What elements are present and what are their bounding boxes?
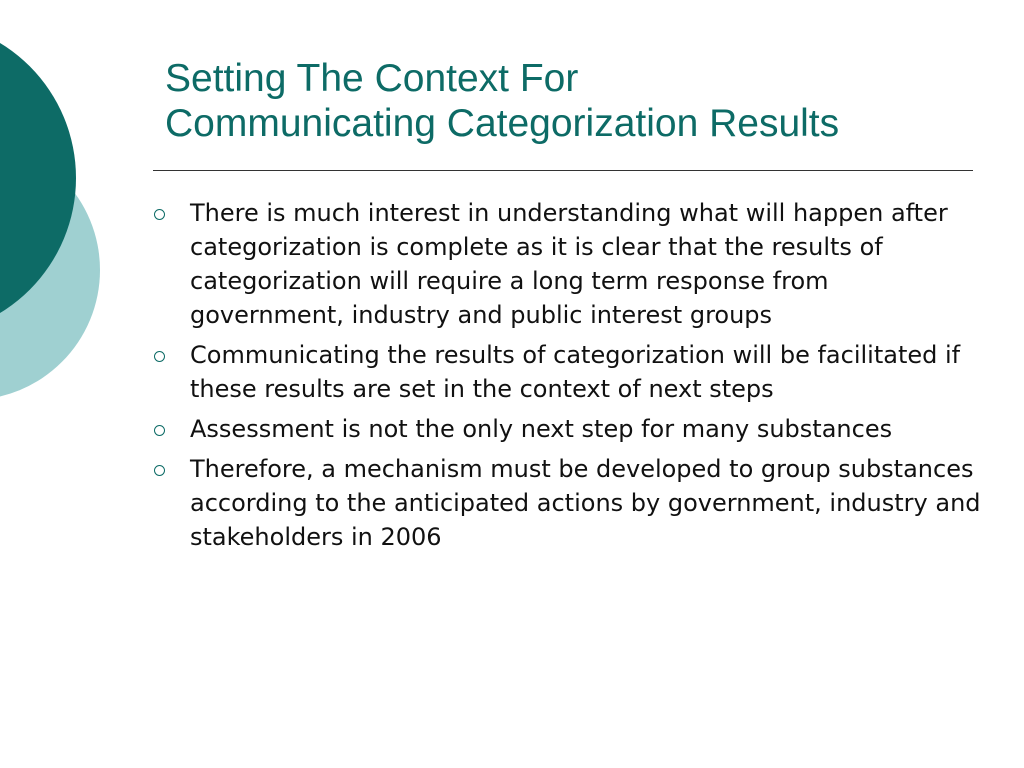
circle-bullet-icon <box>154 425 165 436</box>
circle-bullet-icon <box>154 209 165 220</box>
bullet-item <box>150 338 990 406</box>
bullet-text: Therefore, a mechanism must be developed to group substances according to the anticipated actions by government, industry and stakeholders in 2006 <box>190 455 981 551</box>
bullet-item <box>150 452 990 554</box>
bullet-list <box>150 196 990 560</box>
bullet-text: There is much interest in understanding what will happen after categorization is complete as it is clear that the results of categorization will require a long term response from government, industry and public interest groups <box>190 199 948 329</box>
slide-title-line-2: Communicating Categorization Results <box>165 102 840 145</box>
circle-bullet-icon <box>154 351 165 362</box>
bullet-item <box>150 412 990 446</box>
slide-title-line-1: Setting The Context For <box>165 57 579 100</box>
bullet-text: Communicating the results of categorization will be facilitated if these results are set in the context of next steps <box>190 341 961 403</box>
circle-bullet-icon <box>154 465 165 476</box>
title-divider <box>153 170 973 171</box>
bullet-text: Assessment is not the only next step for many substances <box>190 415 893 443</box>
slide-title <box>165 56 985 146</box>
bullet-item <box>150 196 990 332</box>
